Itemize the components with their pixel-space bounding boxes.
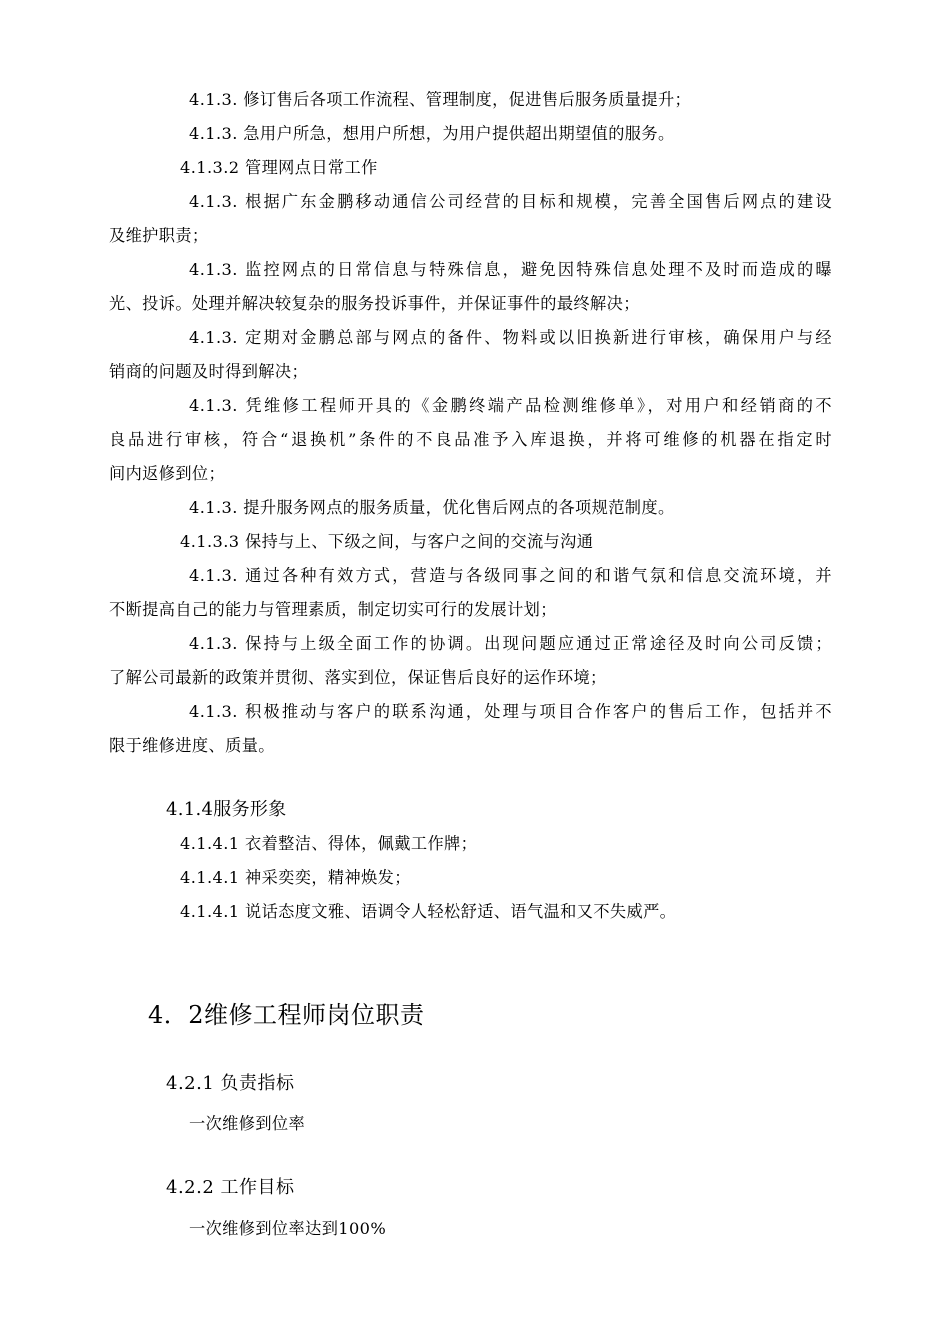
paragraph-4-1-4-item-1: 4.1.4.1 衣着整洁、得体，佩戴工作牌；	[180, 834, 478, 853]
paragraph-4-1-3-1-item-4: 4.1.3. 急用户所急，想用户所想，为用户提供超出期望值的服务。	[189, 124, 675, 143]
heading-4-1-3-3: 4.1.3.3 保持与上、下级之间，与客户之间的交流与沟通	[180, 532, 594, 551]
paragraph-4-1-3-3-item-1-line-2: 不断提高自己的能力与管理素质，制定切实可行的发展计划；	[109, 600, 557, 619]
paragraph-4-2-1-text: 一次维修到位率	[189, 1114, 306, 1133]
paragraph-4-1-3-3-item-3-line-1: 4.1.3. 积极推动与客户的联系沟通，处理与项目合作客户的售后工作，包括并不	[189, 702, 832, 721]
paragraph-4-1-3-2-item-3-line-1: 4.1.3. 定期对金鹏总部与网点的备件、物料或以旧换新进行审核，确保用户与经	[189, 328, 832, 347]
paragraph-4-1-3-2-item-5: 4.1.3. 提升服务网点的服务质量，优化售后网点的各项规范制度。	[189, 498, 675, 517]
paragraph-4-1-3-2-item-4-line-2: 良品进行审核，符合“退换机”条件的不良品准予入库退换，并将可维修的机器在指定时	[109, 430, 832, 449]
paragraph-4-1-3-1-item-3: 4.1.3. 修订售后各项工作流程、管理制度，促进售后服务质量提升；	[189, 90, 692, 109]
heading-4-1-3-2: 4.1.3.2 管理网点日常工作	[180, 158, 378, 177]
paragraph-4-2-2-text: 一次维修到位率达到100%	[189, 1219, 387, 1238]
paragraph-4-1-4-item-2: 4.1.4.1 神采奕奕，精神焕发；	[180, 868, 411, 887]
heading-4-2-2: 4.2.2 工作目标	[166, 1177, 295, 1198]
paragraph-4-1-3-2-item-3-line-2: 销商的问题及时得到解决；	[109, 362, 309, 381]
paragraph-4-1-3-2-item-1-line-1: 4.1.3. 根据广东金鹏移动通信公司经营的目标和规模，完善全国售后网点的建设	[189, 192, 832, 211]
paragraph-4-1-3-3-item-2-line-2: 了解公司最新的政策并贯彻、落实到位，保证售后良好的运作环境；	[109, 668, 607, 687]
heading-4-2: 4．2维修工程师岗位职责	[148, 1001, 425, 1029]
paragraph-4-1-3-3-item-3-line-2: 限于维修进度、质量。	[109, 736, 275, 755]
paragraph-4-1-3-2-item-2-line-1: 4.1.3. 监控网点的日常信息与特殊信息，避免因特殊信息处理不及时而造成的曝	[189, 260, 832, 279]
heading-4-2-1: 4.2.1 负责指标	[166, 1073, 295, 1094]
paragraph-4-1-3-2-item-2-line-2: 光、投诉。处理并解决较复杂的服务投诉事件，并保证事件的最终解决；	[109, 294, 640, 313]
paragraph-4-1-3-2-item-4-line-1: 4.1.3. 凭维修工程师开具的《金鹏终端产品检测维修单》，对用户和经销商的不	[189, 396, 832, 415]
paragraph-4-1-3-2-item-1-line-2: 及维护职责；	[109, 226, 209, 245]
paragraph-4-1-3-3-item-1-line-1: 4.1.3. 通过各种有效方式，营造与各级同事之间的和谐气氛和信息交流环境，并	[189, 566, 832, 585]
paragraph-4-1-4-item-3: 4.1.4.1 说话态度文雅、语调令人轻松舒适、语气温和又不失威严。	[180, 902, 677, 921]
paragraph-4-1-3-2-item-4-line-3: 间内返修到位；	[109, 464, 226, 483]
heading-4-1-4: 4.1.4服务形象	[166, 799, 287, 820]
paragraph-4-1-3-3-item-2-line-1: 4.1.3. 保持与上级全面工作的协调。出现问题应通过正常途径及时向公司反馈；	[189, 634, 832, 653]
